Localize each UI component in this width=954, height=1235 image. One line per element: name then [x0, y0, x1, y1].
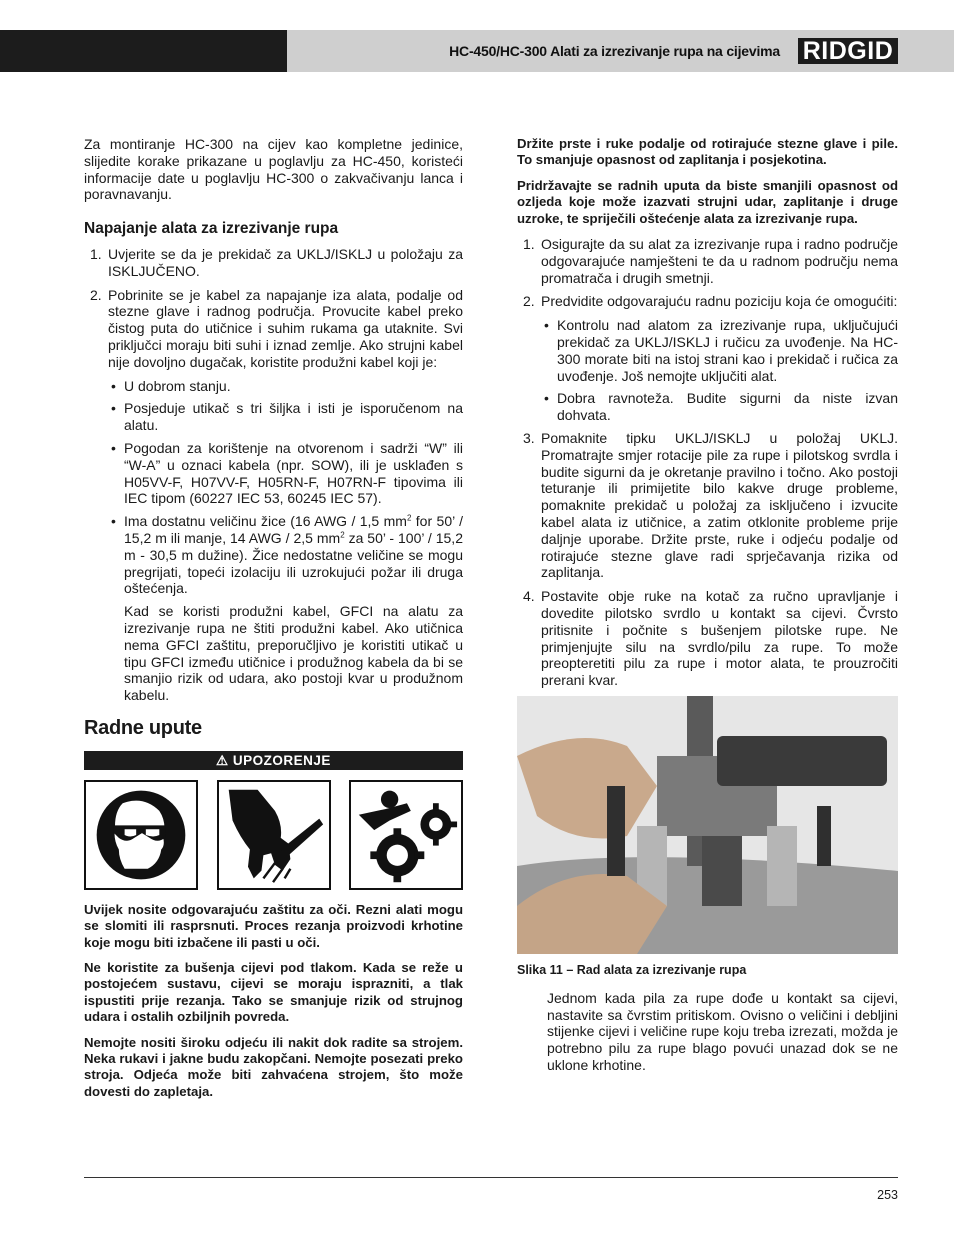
cable-bullet-1 — [84, 378, 463, 395]
cable-bullet-4 — [84, 513, 463, 597]
bullet-dot: • — [111, 400, 116, 417]
bullet-text: Dobra ravnoteža. Budite sigurni da niste izvan dohvata. — [557, 390, 898, 424]
step-number: 3. — [523, 430, 535, 446]
eye-protection-icon — [84, 780, 198, 890]
step2-bullet-2 — [517, 390, 898, 424]
step-3 — [517, 430, 898, 581]
power-item-2 — [84, 287, 463, 371]
bullet-text: Pogodan za korištenje na otvorenom i sadrži “W” ili “W-A” u oznaci kabela (npr. SOW), ili je usklađen s H05VV-F, H07VV-F, H05RN-F, H07RN-F tipovima ili IEC tipom (60227 IEC 53, 60245 IEC 57). — [124, 439, 463, 507]
power-heading: Napajanje alata za izrezivanje rupa — [84, 220, 339, 238]
section-heading: Radne upute — [84, 716, 202, 739]
left-column — [84, 136, 463, 1109]
item-text: Uvjerite se da je prekidač za UKLJ/ISKLJ u položaju za ISKLJUČENO. — [108, 245, 463, 279]
step-text: Predvidite odgovarajuću radnu poziciju koja će omogućiti: — [541, 293, 898, 310]
intro-paragraph: Za montiranje HC-300 na cijev kao kompletne jedinice, slijedite korake prikazane u poglavlju za HC-450, koristeći informacije date u poglavlju HC-300 o zakvačivanju lanca i poravnavanju. — [84, 136, 463, 203]
superscript: 2 — [340, 530, 345, 540]
cable-bullet-3 — [84, 440, 463, 507]
step-4 — [517, 588, 898, 689]
warning-eye-protection: Uvijek nosite odgovarajuću zaštitu za oči. Rezni alati mogu se slomiti ili rasprsnuti. Proces rezanja proizvodi krhotine koje mogu biti izbačene ili pasti u oči. — [84, 901, 463, 950]
step-1 — [517, 236, 898, 286]
after-caption-paragraph: Jednom kada pila za rupe dođe u kontakt sa cijevi, nastavite sa čvrstim pritiskom. Ovisno o veličini i debljini stijenke cijevi i veličine rupe koju treba izrezati, možda je potrebno pilu za rupe blago povući unazad dok se ne uklone krhotine. — [547, 989, 898, 1073]
hole-cutter-illustration — [517, 696, 898, 954]
item-text: Pobrinite se je kabel za napajanje iza alata, podalje od stezne glave i radnog područja. Provucite kabel preko čistog puta do utičnice i suhim rukama ga utaknite. Svi priključci moraju biti suhi i iznad zemlje. Ako strujni kabel nije dovoljno dugačak, koristite produžni kabel koji je: — [108, 286, 463, 370]
step-number: 4. — [523, 588, 535, 605]
right-column — [517, 136, 898, 1074]
bullet-dot: • — [111, 439, 116, 456]
warning-icons-row — [84, 780, 463, 890]
step-2 — [517, 293, 898, 310]
ridgid-logo-text: RIDGID — [802, 37, 894, 65]
bullet-dot: • — [544, 390, 549, 407]
bullet-text-c: za 50’ - 100’ / 15,2 m - 30,5 m dužine). Žice nedostatne veličine se mogu pregrijati, topeći izolaciju ili uzrokujući požar ili druga oštećenja. — [124, 529, 463, 597]
cut-hazard-icon — [217, 780, 331, 890]
superscript: 2 — [406, 513, 412, 523]
bullet-dot: • — [544, 317, 549, 334]
warning-pressure: Ne koristite za bušenja cijevi pod tlakom. Kada se reže u postojećem sustavu, cijevi se moraju isprazniti, a tlak ispustiti prije rezanja. Tako se smanjuje rizik od strujnog udara i ostalih ozbiljnih povreda. — [84, 959, 463, 1025]
step2-bullet-1 — [517, 317, 898, 384]
bullet-text: Posjeduje utikač s tri šiljka i isti je isporučenom na alatu. — [124, 400, 463, 434]
bullet-text-b: for 50’ / 15,2 m ili manje, 14 AWG / 2,5 mm — [124, 513, 463, 546]
warning-label: UPOZORENJE — [232, 752, 331, 768]
page-number: 253 — [877, 1188, 898, 1202]
bullet-text-a: Ima dostatnu veličinu žice (16 AWG / 1,5 mm — [124, 513, 407, 530]
item-number: 2. — [90, 286, 102, 303]
warning-fingers: Držite prste i ruke podalje od rotirajuće stezne glave i pile. To smanjuje opasnost od zaplitanja i posjekotina. — [517, 136, 898, 168]
warning-triangle-icon: ⚠ — [216, 752, 233, 768]
gfci-paragraph: Kad se koristi produžni kabel, GFCI na alatu za izrezivanje rupa ne štiti produžni kabel. Ako utičnica nema GFCI zaštitu, preporučljivo je koristiti utikač u tipu GFCI između utičnice i produžnog kabela da bi se smanjio rizik od udara, ako postoji kvar u produžnom kabelu. — [124, 603, 463, 704]
bullet-text: Kontrolu nad alatom za izrezivanje rupa, uključujući prekidač za UKLJ/ISKLJ i ručicu za uvođenje. Na HC-300 morate biti na istoj strani kao i prekidač i ručica za uvođenje. Još nemojte uključiti alat. — [557, 317, 898, 384]
step-text: Osigurajte da su alat za izrezivanje rupa i radno područje odgovarajuće namješteni te da u radnom području nema promatrača i drugih smetnji. — [541, 236, 898, 286]
entanglement-gear-icon — [349, 780, 463, 890]
warning-clothing: Nemojte nositi široku odjeću ili nakit dok radite sa strojem. Neka rukavi i jakne budu zakopčani. Nemojte posezati preko stroja. Odjeća može biti zahvaćena strojem, što može dovesti do zapletaja. — [84, 1034, 463, 1099]
warning-instructions: Pridržavajte se radnih uputa da biste smanjili opasnost od ozljeda koje može izazvati strujni udar, zaplitanje i druge uzroke, te spriječili oštećenje alata za izrezivanje rupa. — [517, 177, 898, 226]
footer-rule — [84, 1177, 898, 1178]
bullet-text: U dobrom stanju. — [124, 377, 231, 394]
step-number: 2. — [523, 293, 535, 310]
bullet-dot: • — [111, 513, 116, 530]
power-item-1 — [84, 246, 463, 280]
step-text: Postavite obje ruke na kotač za ručno upravljanje i dovedite pilotsko svrdlo u kontakt sa cijevi. Čvrsto pritisnite i počnite s bušenjem pilotske rupe. Ne primjenjujte silu na svrdlo/pilu za rupe. To može preopteretiti pilu za rupe i motor alata, te prouzročiti prerani kvar. — [541, 588, 898, 689]
figure-caption: Slika 11 – Rad alata za izrezivanje rupa — [517, 962, 747, 977]
hole-cutter-photo — [517, 696, 898, 954]
header-title: HC-450/HC-300 Alati za izrezivanje rupa na cijevima — [449, 43, 780, 59]
step-text: Pomaknite tipku UKLJ/ISKLJ u položaj UKLJ. Promatrajte smjer rotacije pile za rupe i pilotskog svrdla i budite sigurni da je okretanje pravilno i točno. Ako postoji teturanje ili primijetite bilo kakve druge probleme, pomaknite prekidač u položaj za isključeno i izvucite kabel alata iz utičnice, a zatim otklonite probleme prije daljnje uporabe. Držite prste, ruke i odjeću podalje od rotirajuće stezne glave radi sprječavanja rizika od zaplitanja. — [541, 430, 898, 581]
bullet-dot: • — [111, 377, 116, 394]
warning-bar — [84, 751, 463, 770]
step-number: 1. — [523, 236, 535, 253]
item-number: 1. — [90, 245, 102, 262]
cable-bullet-2 — [84, 400, 463, 434]
